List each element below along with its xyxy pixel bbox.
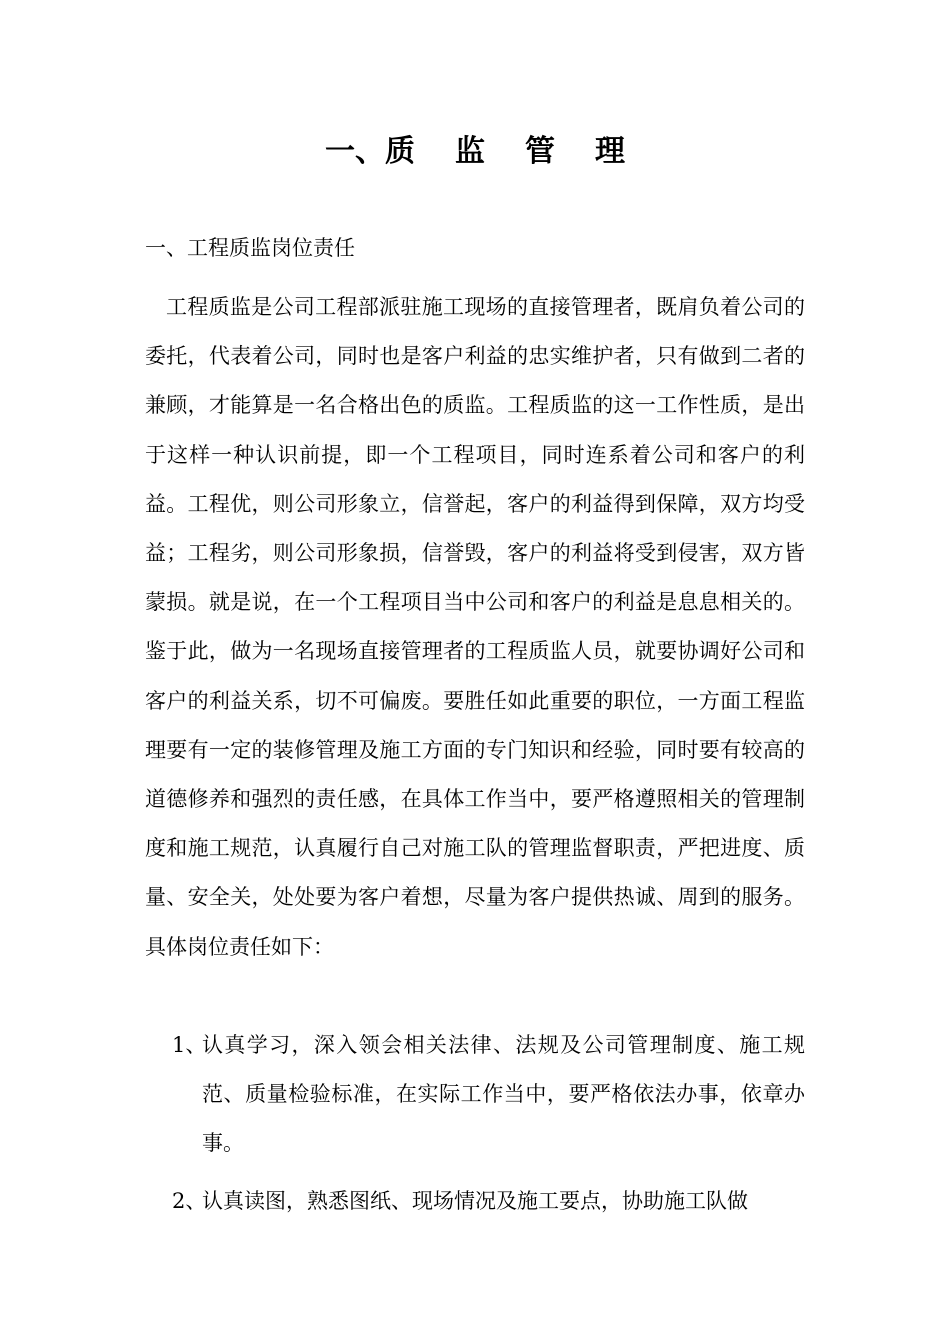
list-item-number: 2、 <box>172 1188 207 1213</box>
list-item-text: 认真读图，熟悉图纸、现场情况及施工要点，协助施工队做 <box>202 1188 748 1213</box>
list-item <box>172 1021 805 1169</box>
document-title <box>0 130 950 174</box>
title-part-3: 管 <box>525 134 555 169</box>
list-item-number: 1、 <box>172 1033 207 1057</box>
title-part-2: 监 <box>455 134 485 169</box>
list-item <box>172 1177 805 1226</box>
section-heading: 一、工程质监岗位责任 <box>145 236 355 260</box>
title-part-4: 理 <box>595 134 625 169</box>
list-item-text: 认真学习，深入领会相关法律、法规及公司管理制度、施工规范、质量检验标准，在实际工作当中，要严格依法办事，依章办事。 <box>202 1033 805 1156</box>
body-paragraph: 工程质监是公司工程部派驻施工现场的直接管理者，既肩负着公司的委托，代表着公司，同时也是客户利益的忠实维护者，只有做到二者的兼顾，才能算是一名合格出色的质监。工程质监的这一工作性质，是出于这样一种认识前提，即一个工程项目，同时连系着公司和客户的利益。工程优，则公司形象立，信誉起，客户的利益得到保障，双方均受益；工程劣，则公司形象损，信誉毁，客户的利益将受到侵害，双方皆蒙损。就是说，在一个工程项目当中公司和客户的利益是息息相关的。鉴于此，做为一名现场直接管理者的工程质监人员，就要协调好公司和客户的利益关系，切不可偏废。要胜任如此重要的职位，一方面工程监理要有一定的装修管理及施工方面的专门知识和经验，同时要有较高的道德修养和强烈的责任感，在具体工作当中，要严格遵照相关的管理制度和施工规范，认真履行自己对施工队的管理监督职责，严把进度、质量、安全关，处处要为客户着想，尽量为客户提供热诚、周到的服务。具体岗位责任如下： <box>145 295 805 959</box>
title-part-1: 一、质 <box>325 134 415 169</box>
responsibility-list <box>172 1021 805 1234</box>
